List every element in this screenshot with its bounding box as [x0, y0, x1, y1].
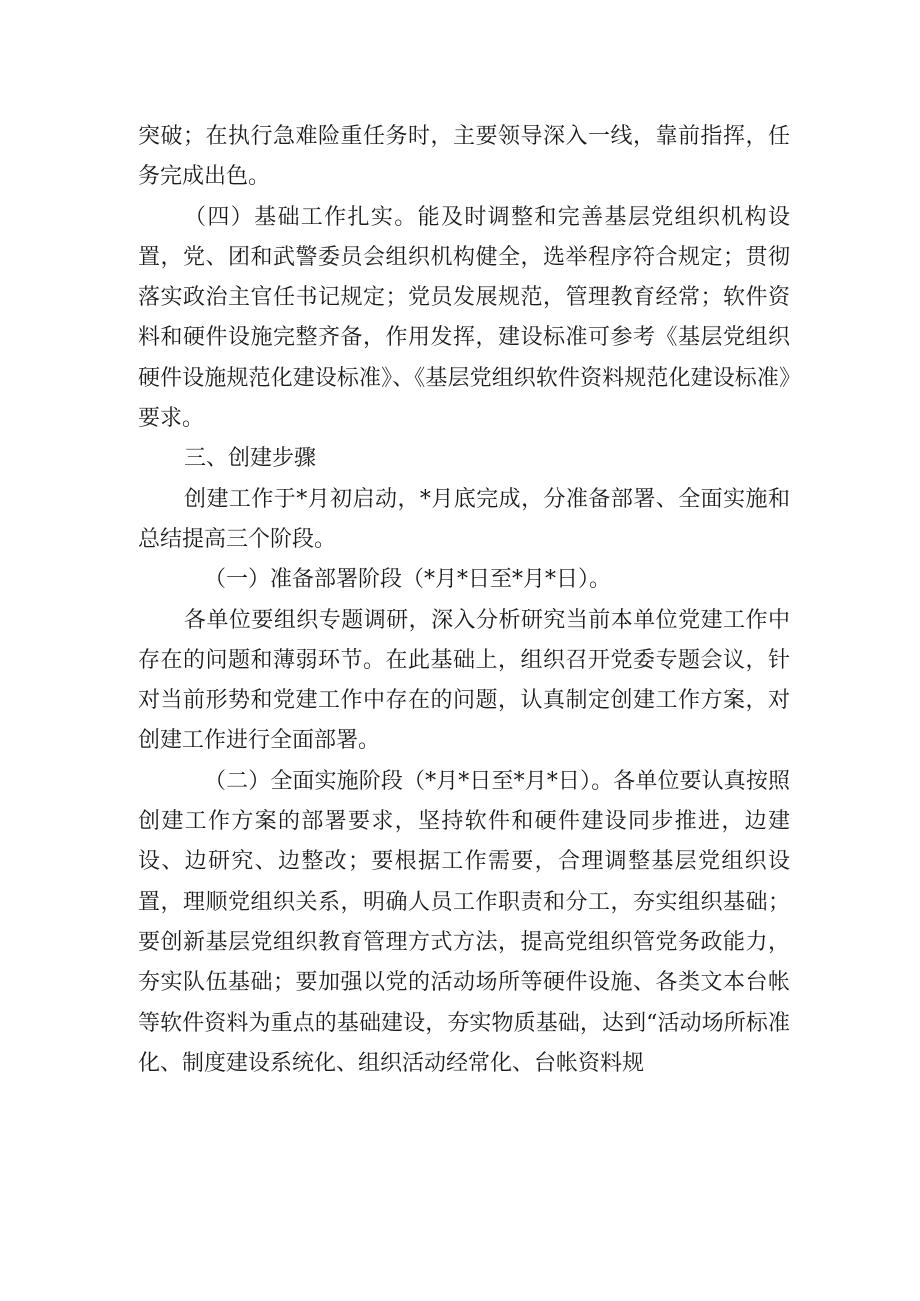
subheading-stage-one: （一）准备部署阶段（*月*日至*月*日）。 [204, 567, 612, 593]
document-body [138, 117, 790, 1084]
paragraph-steps-intro: 创建工作于*月初启动，*月底完成，分准备部署、全面实施和总结提高三个阶段。 [138, 486, 790, 552]
section-heading-steps: 三、创建步骤 [184, 446, 317, 472]
paragraph-continuation: 突破；在执行急难险重任务时，主要领导深入一线，靠前指挥，任务完成出色。 [138, 124, 790, 190]
paragraph-stage-two: （二）全面实施阶段（*月*日至*月*日）。各单位要认真按照创建工作方案的部署要求，坚持软件和硬件建设同步推进，边建设、边研究、边整改；要根据工作需要，合理调整基层党组织设置，理顺党组织关系，明确人员工作职责和分工，夯实组织基础；要创新基层党组织教育管理方式方法，提高党组织管党务政能力，夯实队伍基础；要加强以党的活动场所等硬件设施、各类文本台帐等软件资料为重点的基础建设，夯实物质基础，达到“活动场所标准化、制度建设系统化、组织活动经常化、台帐资料规 [138, 768, 790, 1076]
paragraph-section-four: （四）基础工作扎实。能及时调整和完善基层党组织机构设置，党、团和武警委员会组织机构健全，选举程序符合规定；贯彻落实政治主官任书记规定；党员发展规范，管理教育经常；软件资料和硬件设施完整齐备，作用发挥，建设标准可参考《基层党组织硬件设施规范化建设标准》、《基层党组织软件资料规范化建设标准》要求。 [138, 204, 790, 432]
paragraph-stage-one-body: 各单位要组织专题调研，深入分析研究当前本单位党建工作中存在的问题和薄弱环节。在此基础上，组织召开党委专题会议，针对当前形势和党建工作中存在的问题，认真制定创建工作方案，对创建工作进行全面部署。 [138, 607, 790, 754]
